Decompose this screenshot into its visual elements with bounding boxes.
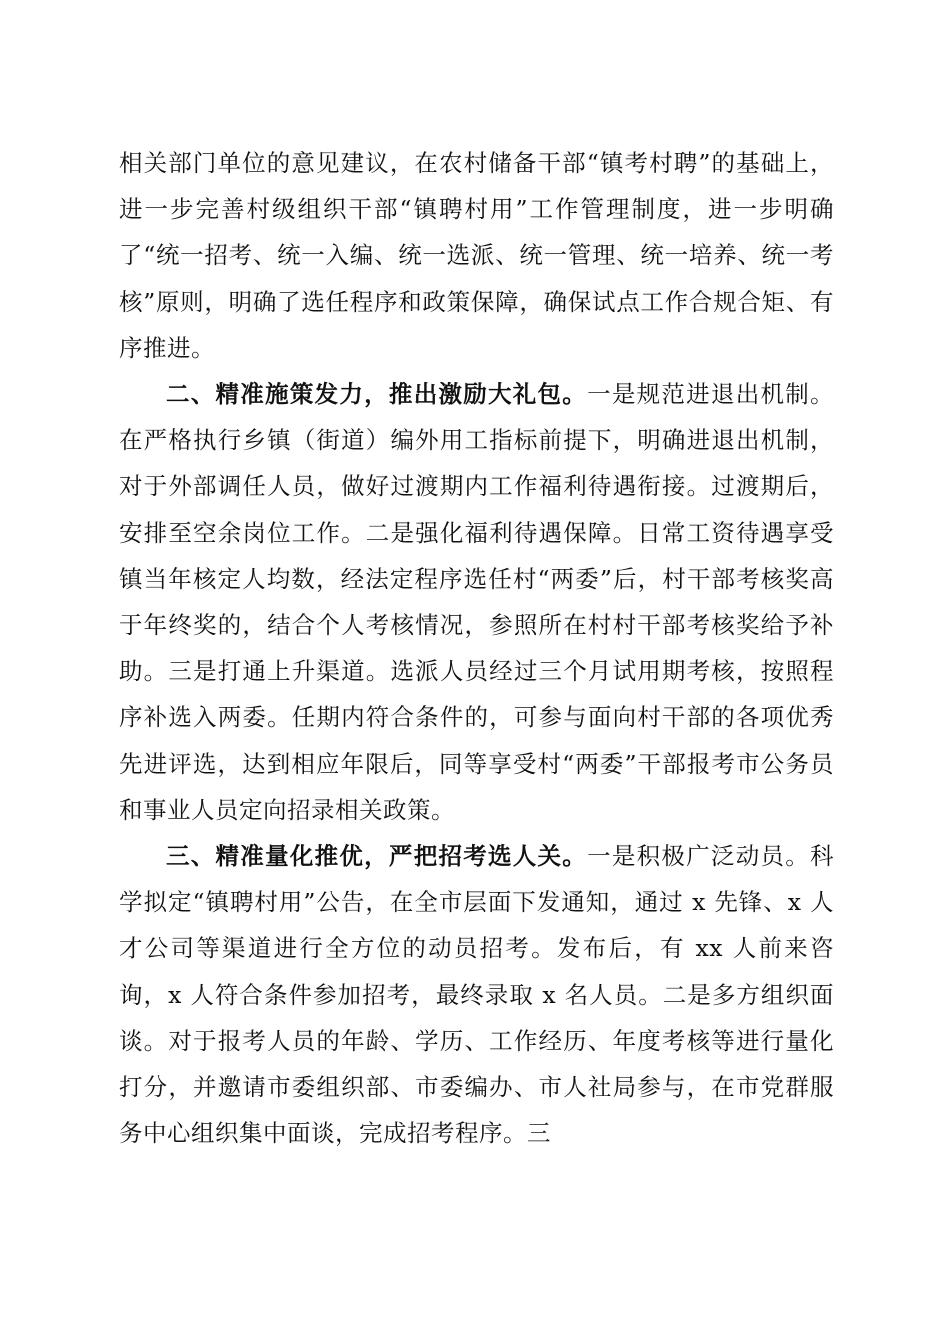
section-3-heading: 三、精准量化推优，严把招考选人关。 xyxy=(166,842,588,871)
paragraph-1 xyxy=(119,140,834,371)
paragraph-3-body: 一是积极广泛动员。科学拟定“镇聘村用”公告，在全市层面下发通知，通过 x 先锋、x 人才公司等渠道进行全方位的动员招考。发布后，有 xx 人前来咨询，x 人符合条件参加招考，最终录取 x 名人员。二是多方组织面谈。对于报考人员的年龄、学历、工作经历、年度考核等进行量化打分，并邀请市委组织部、市委编办、市人社局参与，在市党群服务中心组织集中面谈，完成招考程序。三 xyxy=(119,842,835,1148)
paragraph-1-body: 相关部门单位的意见建议，在农村储备干部“镇考村聘”的基础上，进一步完善村级组织干部“镇聘村用”工作管理制度，进一步明确了“统一招考、统一入编、统一选派、统一管理、统一培养、统一考核”原则，明确了选任程序和政策保障，确保试点工作合规合矩、有序推进。 xyxy=(119,149,834,362)
paragraph-2-body: 一是规范进退出机制。在严格执行乡镇（街道）编外用工指标前提下，明确进退出机制，对于外部调任人员，做好过渡期内工作福利待遇衔接。过渡期后，安排至空余岗位工作。二是强化福利待遇保障。日常工资待遇享受镇当年核定人均数，经法定程序选任村“两委”后，村干部考核奖高于年终奖的，结合个人考核情况，参照所在村村干部考核奖给予补助。三是打通上升渠道。选派人员经过三个月试用期考核，按照程序补选入两委。任期内符合条件的，可参与面向村干部的各项优秀先进评选，达到相应年限后，同等享受村“两委”干部报考市公务员和事业人员定向招录相关政策。 xyxy=(119,380,835,824)
section-2-heading: 二、精准施策发力，推出激励大礼包。 xyxy=(166,380,588,409)
paragraph-2 xyxy=(119,371,834,833)
paragraph-3 xyxy=(119,833,834,1156)
document-body xyxy=(119,140,834,1156)
